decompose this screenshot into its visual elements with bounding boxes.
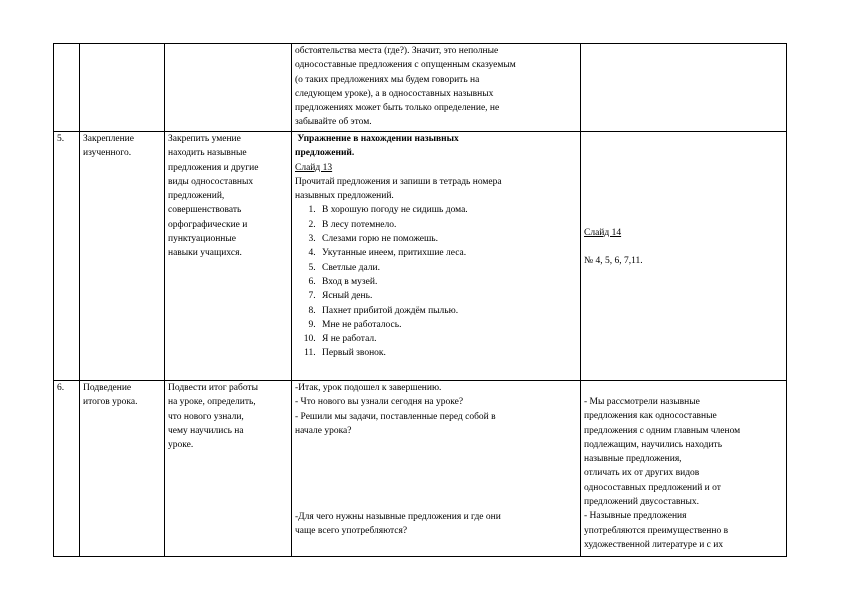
goal-line: совершенствовать [168, 205, 242, 216]
text-line: предложениях может быть только определение, не [295, 103, 500, 114]
goal-line: чему научились на [168, 425, 244, 436]
answer-numbers: № 4, 5, 6, 7,11. [584, 256, 643, 266]
list-item: 11. Первый звонок. [318, 346, 578, 360]
answer-line: предложения как односоставные [584, 411, 717, 422]
instruction-line: назывных предложений. [295, 191, 394, 202]
text-line: (о таких предложениях мы будем говорить на [295, 74, 480, 85]
table-row [54, 44, 787, 132]
stage-name-line: изученного. [83, 148, 132, 159]
answer-line: - Мы рассмотрели назывные [584, 397, 700, 407]
stage-name-line: итогов урока. [83, 397, 138, 408]
answer-line: употребляются преимущественно в [584, 525, 729, 536]
table-row [54, 132, 787, 381]
slide-label: Слайд 14 [584, 227, 622, 238]
stage-name-line: Закрепление [83, 134, 134, 144]
list-item: 1. В хорошую погоду не сидишь дома. [318, 203, 578, 217]
answer-line: предложения с одним главным членом [584, 425, 741, 436]
teacher-activity-cell [292, 44, 581, 132]
teacher-activity-cell [292, 381, 581, 557]
stage-name-cell [80, 381, 165, 557]
stage-goal-cell [165, 381, 292, 557]
spacer [584, 381, 784, 395]
text-line: следующем уроке), а в односоставных назывных [295, 88, 494, 99]
exercise-heading: Упражнение в нахождении назывных [295, 134, 459, 144]
goal-line: орфографические и [168, 219, 248, 230]
student-activity-cell [581, 44, 787, 132]
question-line: - Что нового вы узнали сегодня на уроке? [295, 397, 464, 408]
list-item: 6. Вход в музей. [318, 275, 578, 289]
sentence-list [295, 203, 578, 360]
list-item: 9. Мне не работалось. [318, 318, 578, 332]
goal-line: Закрепить умение [168, 134, 241, 144]
goal-line: пунктуационные [168, 234, 236, 245]
teacher-activity-cell [292, 132, 581, 381]
list-item: 7. Ясный день. [318, 289, 578, 303]
answer-line: предложений двусоставных. [584, 497, 700, 508]
student-activity-cell [581, 381, 787, 557]
answer-line: подлежащим, научились находить [584, 439, 723, 450]
stage-name-cell [80, 132, 165, 381]
answer-line: назывные предложения, [584, 454, 682, 465]
question-line: - Решили мы задачи, поставленные перед собой в [295, 411, 496, 422]
stage-number-cell [54, 44, 80, 132]
goal-line: предложений, [168, 191, 225, 202]
stage-number: 6. [57, 383, 65, 393]
question-line: начале урока? [295, 425, 352, 436]
stage-number-cell [54, 381, 80, 557]
list-item: 8. Пахнет прибитой дождём пылью. [318, 304, 578, 318]
question-line: -Для чего нужны назывные предложения и где они [295, 512, 501, 523]
list-item: 10. Я не работал. [318, 332, 578, 346]
question-line: -Итак, урок подошел к завершению. [295, 383, 442, 393]
lesson-plan-table [53, 43, 787, 557]
spacer [584, 240, 784, 254]
stage-goal-cell [165, 132, 292, 381]
answer-line: односоставных предложений и от [584, 482, 721, 493]
goal-line: предложения и другие [168, 162, 259, 173]
stage-goal-cell [165, 44, 292, 132]
slide-label: Слайд 13 [295, 162, 333, 173]
answer-line: - Назывные предложения [584, 511, 687, 522]
goal-line: уроке. [168, 440, 194, 451]
student-activity-cell [581, 132, 787, 381]
goal-line: что нового узнали, [168, 411, 244, 422]
goal-line: находить назывные [168, 148, 247, 159]
spacer [295, 438, 578, 510]
answer-line: отличать их от других видов [584, 468, 700, 479]
list-item: 5. Светлые дали. [318, 261, 578, 275]
table-row [54, 381, 787, 557]
goal-line: Подвести итог работы [168, 383, 258, 393]
text-line: обстоятельства места (где?). Значит, это неполные [295, 46, 499, 56]
text-line: забывайте об этом. [295, 117, 372, 128]
goal-line: навыки учащихся. [168, 248, 242, 259]
question-line: чаще всего употребляются? [295, 526, 408, 537]
list-item: 3. Слезами горю не поможешь. [318, 232, 578, 246]
list-item: 2. В лесу потемнело. [318, 218, 578, 232]
instruction-line: Прочитай предложения и запиши в тетрадь номера [295, 176, 502, 187]
stage-name-cell [80, 44, 165, 132]
stage-number-cell [54, 132, 80, 381]
text-line: односоставные предложения с опущенным сказуемым [295, 60, 516, 71]
list-item: 4. Укутанные инеем, притихшие леса. [318, 246, 578, 260]
answer-line: художественной литературе и с их [584, 539, 724, 550]
stage-number: 5. [57, 134, 65, 144]
goal-line: виды односоставных [168, 176, 254, 187]
exercise-heading: предложений. [295, 148, 355, 159]
stage-name-line: Подведение [83, 383, 132, 393]
goal-line: на уроке, определить, [168, 397, 256, 408]
